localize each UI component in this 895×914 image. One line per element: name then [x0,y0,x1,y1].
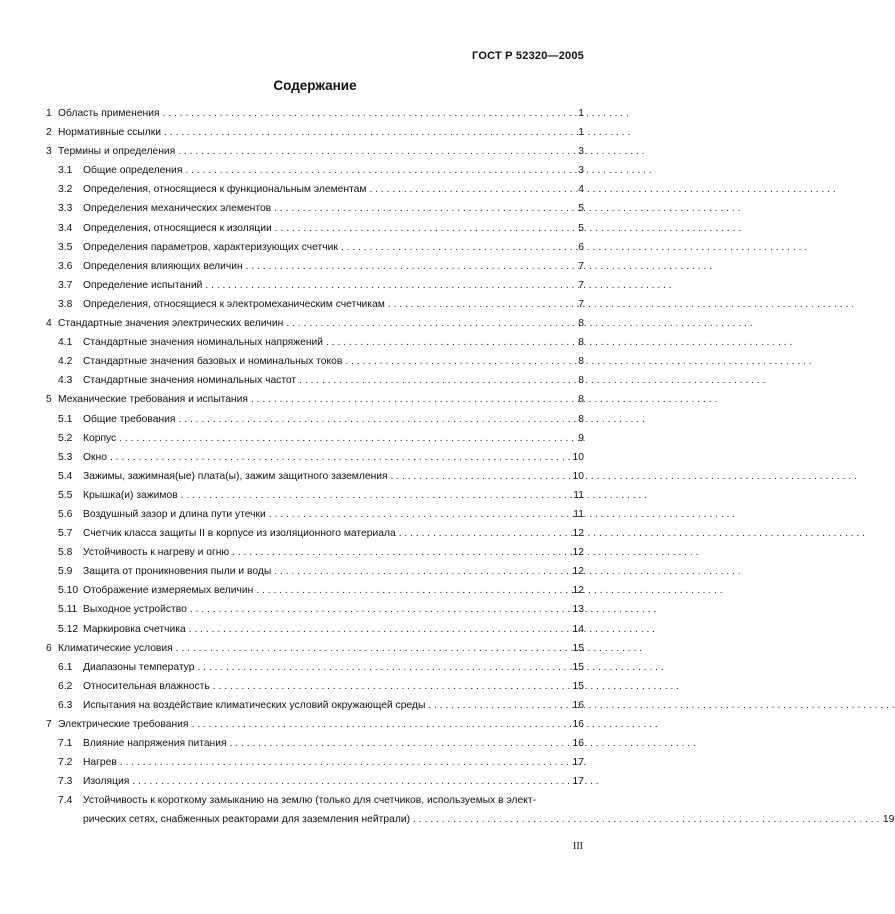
toc-entry[interactable] [46,199,584,218]
toc-entry-page: 5 [578,203,584,215]
toc-entry-page: 17 [572,757,584,769]
toc-entry[interactable] [46,658,584,677]
toc-entry[interactable] [46,505,584,524]
dot-leader [164,123,569,142]
toc-entry-title: Воздушный зазор и длина пути утечки [83,508,266,520]
dot-leader [178,142,569,161]
toc-entry-title: Диапазоны температур [83,661,195,673]
toc-entry-page: 7 [578,279,584,291]
dot-leader [326,333,569,352]
toc-entry-page: 8 [578,337,584,349]
dot-leader [110,448,569,467]
toc-entry-number: 4 [46,318,52,330]
toc-entry-number: 5.11 [58,604,78,616]
toc-entry-number: 4.1 [58,337,73,349]
toc-entry[interactable] [46,562,584,581]
dot-leader [299,371,569,390]
toc-entry-number: 5.10 [58,585,79,597]
toc-entry-title: Определения, относящиеся к функциональным элементам [83,184,367,196]
toc-entry[interactable] [46,696,584,715]
toc-entry-number: 4.2 [58,356,73,368]
toc-entry-title: Изоляция [83,776,130,788]
toc-entry[interactable] [46,429,584,448]
toc-entry-page: 6 [578,241,584,253]
toc-entry[interactable] [46,257,584,276]
toc-entry[interactable] [46,639,584,658]
dot-leader [391,467,569,486]
toc-entry-page: 19 [882,814,895,826]
toc-entry-number: 7.2 [58,757,73,769]
dot-leader [246,257,569,276]
toc-entry-number: 3.8 [58,298,73,310]
toc-entry[interactable] [46,352,584,371]
dot-leader [399,524,569,543]
toc-entry-title: Общие требования [83,413,176,425]
toc-entry-title: Стандартные значения электрических величин [58,318,284,330]
toc-entry[interactable] [46,715,584,734]
dot-leader [191,715,569,734]
toc-entry[interactable] [46,581,584,600]
toc-entry-title: Нагрев [83,757,117,769]
toc-entry[interactable] [46,371,584,390]
toc-entry-number: 5 [46,394,52,406]
dot-leader [185,161,569,180]
toc-entry-page: 15 [572,642,584,654]
toc-entry-title: Термины и определения [58,146,176,158]
dot-leader [369,180,569,199]
toc-entry-page: 12 [572,547,584,559]
toc-entry-number: 1 [46,108,52,119]
toc-entry-number: 5.3 [58,451,73,463]
toc-entry-number: 3.1 [58,165,73,177]
dot-leader [181,486,569,505]
toc-entry-page: 5 [578,222,584,234]
toc-entry-page: 15 [572,661,584,673]
toc-entry[interactable] [46,543,584,562]
toc-entry-title: Определения, относящиеся к электромеханическим счетчикам [83,298,385,310]
toc-entry-number: 7.4 [58,795,73,807]
dot-leader [205,276,569,295]
toc-entry-title: Климатические условия [58,642,173,654]
toc-entry-title: Электрические требования [58,719,189,730]
toc-entry-title: Механические требования и испытания [58,394,248,406]
toc-entry-title: Определения параметров, характеризующих счетчик [83,241,338,253]
toc-entry-number: 6 [46,642,52,654]
standard-code: ГОСТ Р 52320—2005 [472,50,584,62]
toc-entry-title: Определение испытаний [83,279,203,291]
toc-entry-number: 5.8 [58,547,73,559]
dot-leader [274,199,569,218]
toc-entry[interactable] [46,219,584,238]
toc-entry-title: Стандартные значения базовых и номинальных токов [83,356,343,368]
toc-entry[interactable] [46,104,584,123]
toc-entry-page: 16 [572,719,584,730]
dot-leader [251,390,569,409]
toc-entry-title: Стандартные значения номинальных частот [83,375,297,387]
toc-entry-page: 11 [573,508,584,520]
dot-leader [190,600,569,619]
toc-entry-page: 8 [578,356,584,368]
toc-entry-title: Определения влияющих величин [83,260,243,272]
toc-entry-title: Счетчик класса защиты II в корпусе из изоляционного материала [83,528,396,540]
dot-leader [189,620,569,639]
toc-entry-page: 9 [578,432,584,444]
toc-entry-number: 5.5 [58,489,73,501]
toc-entry[interactable] [46,180,584,199]
toc-entry[interactable] [46,467,584,486]
dot-leader [213,677,569,696]
toc-entry-page: 11 [573,489,584,501]
toc-entry[interactable] [46,410,584,429]
toc-entry-page: 12 [572,528,584,540]
toc-entry-number: 5.6 [58,508,73,520]
toc-entry-page: 4 [578,184,584,196]
toc-entry-page: 8 [578,375,584,387]
toc-entry-number: 6.3 [58,699,73,711]
toc-entry[interactable] [46,276,584,295]
dot-leader [163,104,569,123]
toc-entry-title: Стандартные значения номинальных напряжений [83,337,324,349]
toc-entry-number: 3 [46,146,52,158]
toc-entry[interactable] [46,390,584,409]
toc-entry[interactable] [46,486,584,505]
toc-entry-title: Корпус [83,432,117,444]
toc-entry-number: 2 [46,127,52,139]
toc-entry[interactable] [46,448,584,467]
toc-entry-page: 15 [572,680,584,692]
toc-entry-page: 12 [572,566,584,578]
dot-leader [413,810,879,829]
toc-entry[interactable] [46,734,584,753]
toc-entry-page: 7 [578,298,584,310]
toc-entry-page: 8 [578,413,584,425]
toc-entry[interactable] [46,620,584,639]
toc-entry-page: 1 [578,108,584,119]
toc-entry-number: 3.5 [58,241,73,253]
toc-entry-number: 6.2 [58,680,73,692]
toc-entry-number: 6.1 [58,661,73,673]
toc-entry[interactable] [46,333,584,352]
toc-entry-number: 3.2 [58,184,73,196]
toc-entry-number: 3.7 [58,279,73,291]
toc-entry[interactable] [46,677,584,696]
toc-entry-page: 3 [578,146,584,158]
dot-leader [388,295,569,314]
toc-entry-page: 8 [578,318,584,330]
toc-entry-page: 10 [572,451,584,463]
toc-entry[interactable] [46,600,584,619]
toc-entry[interactable] [46,238,584,257]
toc-entry-number: 5.9 [58,566,73,578]
toc-entry-number: 5.1 [58,413,73,425]
toc-entry-page: 16 [572,699,584,711]
toc-entry-title: Нормативные ссылки [58,127,162,139]
toc-entry-title: Маркировка счетчика [83,623,186,635]
toc-entry-page: 12 [572,585,584,597]
toc-title: Содержание [273,78,357,93]
table-of-contents [46,104,895,829]
toc-entry-page: 13 [572,604,584,616]
toc-entry-page: 10 [572,470,584,482]
toc-entry-page: 3 [578,165,584,177]
toc-entry-number: 7 [46,719,52,730]
dot-leader [275,219,569,238]
dot-leader [232,543,569,562]
toc-entry-number: 5.12 [58,623,79,635]
toc-entry[interactable] [46,161,584,180]
dot-leader [120,753,569,772]
toc-entry-title: Общие определения [83,165,183,177]
toc-entry-page: 17 [572,776,584,788]
toc-entry-title: Определения, относящиеся к изоляции [83,222,272,234]
toc-entry[interactable] [46,772,584,791]
toc-entry-title: Влияние напряжения питания [83,738,227,750]
dot-leader [176,639,569,658]
toc-entry-page: 1 [578,127,584,139]
toc-entry-title: Относительная влажность [83,680,210,692]
toc-entry-title: Крышка(и) зажимов [83,489,178,501]
toc-entry-number: 5.7 [58,528,73,540]
dot-leader [345,352,569,371]
toc-entry-number: 3.6 [58,260,73,272]
dot-leader [197,658,569,677]
dot-leader [132,772,569,791]
toc-entry-page: 7 [578,260,584,272]
dot-leader [274,562,569,581]
toc-entry[interactable] [46,142,584,161]
toc-entry-title: Устойчивость к нагреву и огню [83,547,230,559]
dot-leader [119,429,569,448]
toc-entry[interactable] [46,791,895,829]
toc-entry-number: 3.3 [58,203,73,215]
toc-entry[interactable] [46,524,584,543]
dot-leader [269,505,569,524]
dot-leader [428,696,569,715]
dot-leader [179,410,570,429]
toc-entry[interactable] [46,295,584,314]
toc-entry-title-line2: рических сетях, снабженных реакторами для заземления нейтрали) [83,814,411,826]
toc-entry-title: Окно [83,451,107,463]
toc-entry-page: 14 [572,623,584,635]
page-number: III [573,841,583,852]
dot-leader [341,238,569,257]
dot-leader [286,314,569,333]
toc-entry-title: Испытания на воздействие климатических условий окружающей среды [83,699,426,711]
toc-entry-number: 7.3 [58,776,73,788]
toc-entry[interactable] [46,314,584,333]
dot-leader [230,734,569,753]
toc-entry-number: 3.4 [58,222,73,234]
toc-entry-number: 5.4 [58,470,73,482]
toc-entry-page: 8 [578,394,584,406]
toc-entry-title: Защита от проникновения пыли и воды [83,566,272,578]
toc-entry-title: Зажимы, зажимная(ые) плата(ы), зажим защитного заземления [83,470,388,482]
toc-entry-title: Отображение измеряемых величин [83,585,254,597]
toc-entry-title-line1: Устойчивость к короткому замыканию на землю (только для счетчиков, используемых в элект- [83,795,537,807]
toc-entry-number: 4.3 [58,375,73,387]
toc-entry[interactable] [46,123,584,142]
toc-entry-title: Определения механических элементов [83,203,272,215]
toc-entry-number: 7.1 [58,738,73,750]
toc-entry-page: 16 [572,738,584,750]
dot-leader [256,581,569,600]
toc-entry-title: Выходное устройство [83,604,187,616]
toc-entry[interactable] [46,753,584,772]
toc-entry-title: Область применения [58,108,160,119]
toc-entry-number: 5.2 [58,432,73,444]
